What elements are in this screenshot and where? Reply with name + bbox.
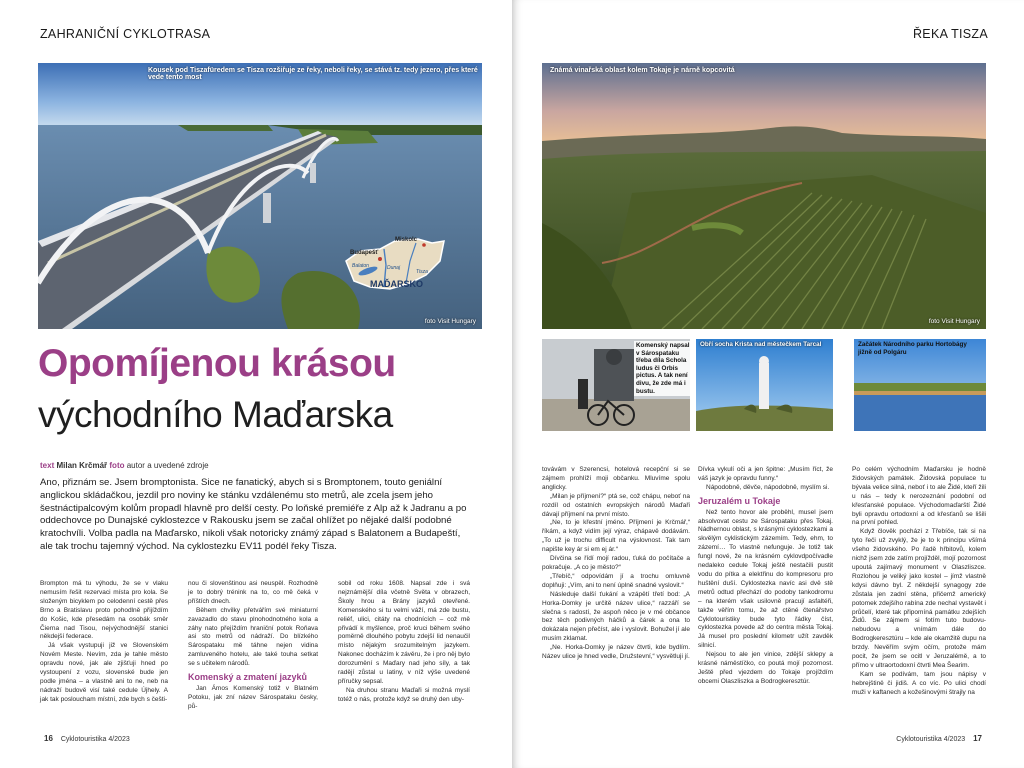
right-column-1	[542, 466, 690, 662]
headline-line2: východního Maďarska	[38, 394, 393, 435]
map-label-balaton: Balaton	[352, 263, 369, 269]
paragraph: továvám v Szerencsi, hotelová recepční si se zájmem prohlíží moji občanku. Mluvíme spolu anglicky.	[542, 466, 690, 491]
map-label-tisza: Tisza	[416, 269, 428, 275]
headline-line1: Opomíjenou krásou	[38, 342, 396, 385]
byline-photo-label: foto	[109, 461, 125, 470]
paragraph: „Milan je příjmení?“ ptá se, což chápu, neboť na rozdíl od ostatních evropských národů Maďaři dávají příjmení na první místo.	[542, 492, 690, 518]
section-label: ŘEKA TISZA	[912, 27, 988, 41]
map-label-country: MAĎARSKO	[370, 279, 423, 289]
hungary-map	[340, 231, 448, 301]
photo-caption: Známá vinařská oblast kolem Tokaje je nárně kopcovitá	[550, 67, 735, 74]
left-column-1	[40, 580, 168, 705]
map-label-miskolc: Miskolc	[395, 237, 418, 243]
paragraph: „Třebíč,“ odpovídám jí a trochu omluvně doplňuji: „Vím, ani to není úplně snadné vyslovit.“	[542, 572, 690, 589]
paragraph: Na druhou stranu Maďaři si možná myslí totéž o nás, protože když se druhý den uby-	[338, 686, 470, 703]
paragraph: Než tento hovor ale proběhl, musel jsem absolvovat cestu ze Sárospataku přes Tokaj. Nádhernou oblast, s krásnými cyklostezkami a skvělým cyklistickým zázemím. Tedy, ehm, to zázemí… To vlastně nefunguje. Je totiž tak fungl nové, že na krásném cyklovdpočívadle nedaleko cedule Tokaj ještě nestačili pustit vodu do pítka a elektřinu do kompresoru pro huštění duší. Cyklostezka navíc asi dvě stě metrů odtud přechází do podoby tankodromu – na kterém však usilovně pracují asfaltéři, takže věřím tomu, že až ctěné čtenářstvo Cyklotouristiky bude tyto řádky číst, cyklostezka povede až do centra města Tokaj. Já musel pro poslední kilometr užít zavděk silnicí.	[698, 508, 833, 650]
page-number: 17	[973, 734, 982, 743]
subheading: Jeruzalém u Tokaje	[698, 495, 781, 506]
right-column-2	[698, 466, 833, 687]
lead-paragraph: Ano, přiznám se. Jsem bromptonista. Sice ne fanatický, abych si s Bromptonem, touto geniální anglickou skládačkou, jezdil pro noviny ke stánku vzdálenému sto metrů, ale zcela jsem jeho šestnáctipalcovým kolům propadl hlavně pro delší cesty. Po loňské premiéře z Alp až k Jadranu a po oddechovce po Dunajské cyklostezce v Rakousku jsem se začal ohlížet po nějaké další podobné kratochvíli. Volba padla na Maďarsko, nikoli však notoricky známý západ s Balatonem a Budapeští, ale tak trochu tajemný východ. Na cyklostezku EV11 podél řeky Tisza.	[40, 477, 467, 552]
statue-sky-illustration	[696, 339, 833, 431]
photo-credit: foto Visit Hungary	[424, 318, 476, 325]
paragraph: Dívka vykulí oči a jen špitne: „Musím říct, že váš jazyk je opravdu funny.“	[698, 466, 833, 482]
map-label-dunaj: Dunaj	[387, 265, 401, 271]
hortobagy-photo	[854, 339, 986, 431]
section-label: ZAHRANIČNÍ CYKLOTRASA	[40, 27, 211, 41]
paragraph: Nejsou to ale jen vinice, zdější sklepy a krásné náměstíčko, co poutá mojí pozornost. Ještě před vjezdem do Tokaje projíždím obcemi Olaszliszka a Bodrogkeresztúr.	[698, 651, 833, 685]
paragraph: Brompton má tu výhodu, že se v vlaku nemusím řešit rezervaci místa pro kola. Se složeným bicyklem po celodenní cestě přes Brno a Bratislavu proto pohodlně přijíždím do Košic, kde přesedám na osobák směr Čierna nad Tisou, nejvýchodnější stanici někdejší federace.	[40, 580, 168, 641]
paragraph: Když člověk pochází z Třebíče, tak si na tyto řeči už zvyklý, že je to k principu všímá všeho židovského. Po řadě hřbitovů, kolem nichž jsem zde zatím projížděl, mojí pozornost upoutá zajímavý monument v Olaszliszce. Rozlohou je veliký jako kostel – jímž vlastně kdysi dávno byl. Z někdejší synagogy zde zůstala jen zadní stěna, přičemž americký potomek zdejšího rabína zde nechal vystavět i průčelí, které tak připomíná památku zdejších Židů. Se zájmem si fotím tuto budovu-nebudovu a vnímám dále do Bodrogkeresztúru – kde ale okamžitě dupu na brzdy. Nevěřím svým očím, protože mám pocit, že jsem se ocitl v Jeruzalémě, a to přímo v ultraortodoxní čtvrti Mea Šearim.	[852, 528, 986, 669]
christ-statue-photo	[696, 339, 833, 431]
paragraph: Kam se podívám, tam jsou nápisy v hebrejštině či jidiš. A co víc. Po ulici chodí muži v kaftanech a kožešinovými štrajly na	[852, 670, 986, 696]
paragraph: Já však vystupuji již ve Slovenském Novém Meste. Nevím, zda je tahle město opravdu nové, jak ale zjišťuji hned po vystoupení z vozu, slovenské bude jen podle jména – a vlastně ani to ne, neb na nádraží budově visí také cedule Újhely. A jak tak posloucham místní, zde bych s češti-	[40, 642, 168, 703]
paragraph: nou či slovenštinou asi neuspěl. Rozhodně je to dobrý trénink na to, co mě čeká v příštích dnech.	[188, 580, 318, 605]
page-footer	[896, 734, 988, 743]
page-number: 16	[44, 734, 53, 743]
page-footer	[38, 734, 130, 743]
magazine-issue: Cyklotouristika 4/2023	[896, 736, 966, 743]
byline-text-label: text	[40, 461, 55, 470]
paragraph: „Ne. Horka-Domky je název čtvrti, kde bydlím. Název ulice je hned vedle, Družstevní,“ vysvětluji jí.	[542, 644, 690, 661]
left-column-3	[338, 580, 470, 705]
paragraph: sobil od roku 1608. Napsal zde i svá nejznámější díla včetně Světa v obrazech, Školy hrou a Brány jazyků otevřené. Komenského si tu velmi váží, má zde bustu, reliéf, ulici, citáty na chodnících – což mě přivádí k myšlence, proč kruci během svého poměrně dlouhého pobytu zdejší lid nenaučil místo nějakým srozumitelným jazykem. Nakonec docházím k závěru, že i pro něj bylo dorozumění s Maďary nad jeho síly, a tak radějí zůstal u latiny, v níž výše uvedené příručky sepsal.	[338, 580, 470, 685]
paragraph: Nápodobně, děvče, nápodobně, myslím si.	[706, 483, 830, 491]
statue-caption: Obří socha Krista nad městečkem Tarcal	[700, 341, 822, 348]
map-label-budapest: Budapešť	[350, 250, 379, 256]
byline-photo-source: autor a uvedené zdroje	[126, 461, 209, 470]
vineyard-photo	[542, 63, 986, 329]
byline	[40, 461, 209, 470]
bridge-photo	[38, 63, 482, 329]
magazine-issue: Cyklotouristika 4/2023	[60, 736, 130, 743]
komensky-caption: Komenský napsal v Sárospataku třeba díla Schola ludus či Orbis pictus. A tak není divu, že zde má i bustu.	[634, 341, 690, 396]
paragraph: Dívčina se řídí mojí radou, ťuká do počítače a pokračuje. „A co je město?“	[542, 555, 690, 571]
paragraph: Během chvilky přetvářím své miniaturní zavazadlo do stavu plnohodnotného kola a záhy nato přejíždím hraniční potok Roňava asi sto metrů od nádraží. Do blízkého Sárospataku mě táhne nejen vidina zamluveného hotelu, ale také touha setkat se s učitelem národů.	[188, 606, 318, 668]
photo-credit: foto Visit Hungary	[928, 318, 980, 325]
right-page	[512, 0, 1024, 768]
left-column-2	[188, 580, 318, 712]
paragraph: Po celém východním Maďarsku je hodně židovských památek. Židovská populace tu bývala velice silná, neboť i to ale Židé, kteří žili u nás – tedy k nerozeznání podobní od křesťanské populace. Východomaďarští Židé byli opravdu ortodoxní a od křesťanů se lišili na první pohled.	[852, 466, 986, 527]
subheading: Komenský a zmatení jazyků	[188, 672, 308, 683]
paragraph: Následuje další ťukání a vzápětí třetí bod: „A Horka-Domky je určitě název ulice,“ razzáří se slečna s radostí, že aspoň něco je v mé občance bez těch podivných háčků a čárek a ona to dokázala nejen přečíst, ale i vyslovit. Bohužel jí ale musím zklamat.	[542, 590, 690, 643]
komensky-bust-photo	[542, 339, 690, 431]
photo-caption: Kousek pod Tiszafüredem se Tisza rozšiřuje ze řeky, neboli řeky, se stává tz. tedy jezero, přes které vede tento most	[148, 67, 478, 81]
byline-author: Milan Krčmář	[56, 461, 108, 470]
paragraph: Jan Ámos Komenský totiž v Blatném Potoku, jak zní název Sárospataku česky, pů-	[188, 684, 318, 710]
vineyard-hills-illustration	[542, 63, 986, 329]
hortobagy-caption: Začátek Národního parku Hortobágy jižně od Polgáru	[858, 341, 967, 356]
paragraph: „Ne, to je křestní jméno. Příjmení je Krčmář,“ říkám, a když vidím její výraz, chápavě dodávám. „To už je trochu difficult na výslovnost. Tak tam napište key ár si em ej ár.“	[542, 519, 690, 554]
right-column-3	[852, 466, 986, 698]
